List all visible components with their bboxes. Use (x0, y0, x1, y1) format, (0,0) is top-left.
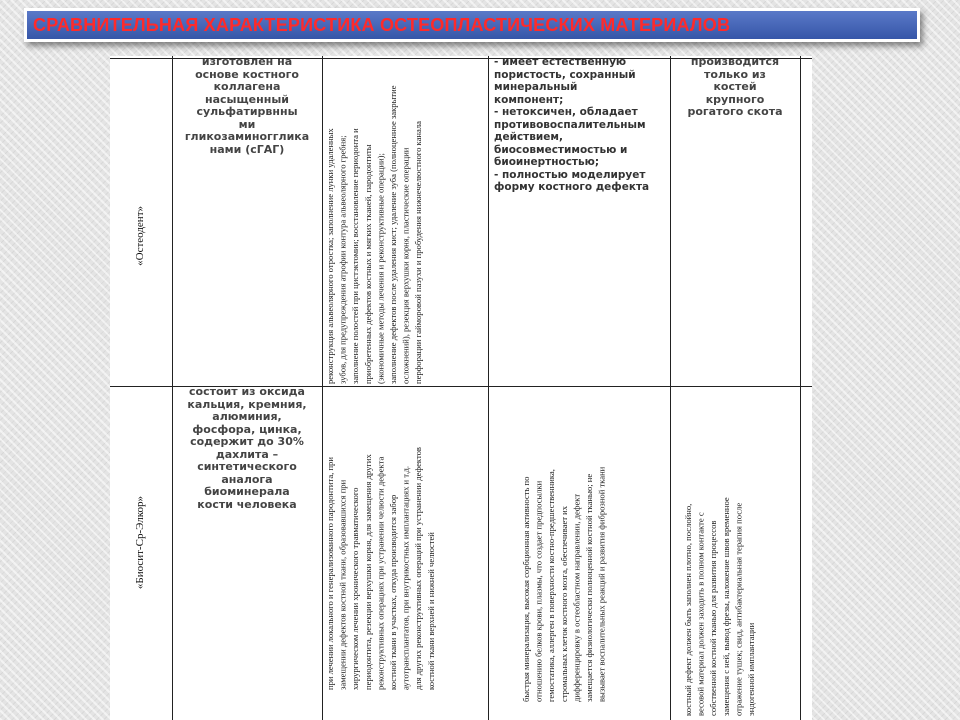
composition-line: кальция, кремния, (187, 397, 307, 411)
indications-line: при лечении локального и генерализованного пародонтита, при (325, 457, 335, 690)
advantages-line: дифференцировку в остеобластном направлении, дефект (571, 493, 582, 702)
col-divider-name (172, 56, 173, 720)
source-line: крупного (705, 92, 765, 106)
source-line: костей (713, 80, 757, 93)
source-line: замещения с ней, вывод фрезы, наложение швов временное (720, 497, 731, 716)
composition-line: синтетического (197, 460, 297, 473)
composition-line: биоминерала (204, 485, 290, 498)
advantages-line: минеральный (494, 81, 578, 93)
advantages-line: противовоспалительным (494, 118, 646, 131)
composition-osteodent (174, 56, 320, 156)
indications-line: костной ткани верхней и нижней челюстей (425, 532, 436, 690)
indications-line: замещении дефектов костной ткани, образовавшихся при (337, 479, 348, 690)
source-osteodent (672, 56, 798, 119)
advantages-osteodent (494, 56, 666, 194)
composition-line: содержит до 30% (190, 435, 304, 448)
source-biosit (682, 390, 794, 716)
advantages-line: замещается физиологически полноценной костной тканью; не (583, 473, 594, 702)
composition-line: гликозаминогглика (184, 130, 310, 143)
slide-title: СРАВНИТЕЛЬНАЯ ХАРАКТЕРИСТИКА ОСТЕОПЛАСТИЧЕСКИХ МАТЕРИАЛОВ (33, 15, 731, 35)
indications-line: перфорации гайморовой пазухи и пробудения нижнечелюстного канала (413, 121, 424, 384)
indications-line: для других реконструктивных операций при устранении дефектов (413, 447, 424, 690)
source-line: костный дефект должен быть заполнен плотно, послойно, (683, 503, 693, 716)
composition-line: кости человека (197, 497, 297, 511)
indications-line: приобретенных дефектов костных и мягких тканей, пародонтиты (362, 144, 373, 384)
indications-line: осложнений), резекция верхушки корня, пластические операции (400, 147, 411, 384)
source-line: эндогенной имплантации (745, 622, 756, 716)
advantages-line: пористость, сохранный (494, 68, 636, 81)
col-divider-source (800, 56, 801, 720)
advantages-line: - полностью моделирует (494, 168, 646, 181)
indications-line: хирургическом лечении хронического травматического (350, 487, 361, 690)
indications-line: реконструктивных операциях при устранении челюсти дефекта (375, 456, 386, 690)
composition-line: фосфора, цинка, (192, 422, 302, 436)
indications-line: периодонтита, резекции верхушки корня, для замещения других (362, 454, 373, 690)
composition-line: аналога (221, 472, 273, 486)
advantages-line: вызывает воспалительных реакций и развития фиброзной ткани (596, 466, 607, 702)
indications-line: реконструкция альвеолярного отростка; заполнение лунки удаленных (325, 128, 335, 384)
indications-line: аутотрансплантатов, при внутрикостных имплантациях и т.д. (400, 465, 411, 690)
indications-line: зубов, для предупреждения атрофии контура альвеолярного гребня; (337, 135, 348, 384)
advantages-line: стромальных клеток костного мозга, обеспечивает их (558, 505, 569, 702)
title-banner (24, 8, 920, 42)
composition-line: дахлита – (215, 447, 279, 461)
indications-line: заполнение полостей при цистэктомии; восстановление периодонта и (350, 128, 361, 384)
composition-line: ми (238, 117, 256, 131)
source-line: весовой материал должен заходить в полном контакте с (695, 512, 706, 716)
advantages-biosit (520, 390, 650, 702)
col-divider-indications (488, 56, 489, 720)
composition-line: коллагена (213, 80, 281, 93)
advantages-line: биоинертностью; (494, 156, 600, 168)
advantages-line: гемостатика, аллерген в поверхности костно-предшественника, (546, 469, 557, 702)
row-name-osteodent: «Остеодент» (134, 206, 146, 266)
advantages-line: форму костного дефекта (494, 181, 650, 193)
source-line: только из (704, 67, 766, 81)
advantages-line: действием, (494, 131, 563, 143)
col-divider-advantages (670, 56, 671, 720)
composition-biosit (174, 386, 320, 511)
advantages-line: быстрая минерализация, высокая сорбционная активность по (521, 476, 531, 702)
advantages-line: отношению белков крови, плазмы, что создает предпосылки (533, 480, 544, 702)
indications-osteodent (324, 60, 486, 384)
source-line: собственной костной тканью для развития процессов (708, 520, 719, 716)
composition-line: нами (сГАГ) (209, 142, 285, 156)
composition-line: изготовлен на (201, 56, 293, 68)
composition-line: насыщенный (205, 92, 289, 106)
source-line: производится (690, 56, 780, 68)
advantages-line: биосовместимостью и (494, 143, 628, 156)
source-line: рогатого скота (687, 105, 783, 118)
advantages-line: компонент; (494, 93, 564, 106)
source-line: отражение тушек; свид, антибактериальная терапия после (733, 502, 744, 716)
indications-biosit (324, 390, 486, 690)
col-divider-composition (322, 56, 323, 720)
composition-line: основе костного (195, 67, 299, 81)
scanned-table-page (110, 56, 812, 720)
composition-line: сульфатирвнны (196, 105, 298, 118)
advantages-line: - нетоксичен, обладает (494, 106, 638, 118)
indications-line: костной ткани в участках, откуда производится забор (387, 494, 398, 690)
composition-line: состоит из оксида (189, 385, 305, 398)
indications-line: заполнение дефектов после удаления кист; удаление зуба (полноценное закрытие (387, 85, 398, 384)
row-name-biosit: «Биосит-Ср-Элкор» (134, 496, 146, 590)
advantages-line: - имеет естественную (494, 56, 627, 68)
indications-line: (экономичные методы лечения и реконструктивные операции); (375, 153, 386, 384)
composition-line: алюминия, (212, 410, 282, 423)
